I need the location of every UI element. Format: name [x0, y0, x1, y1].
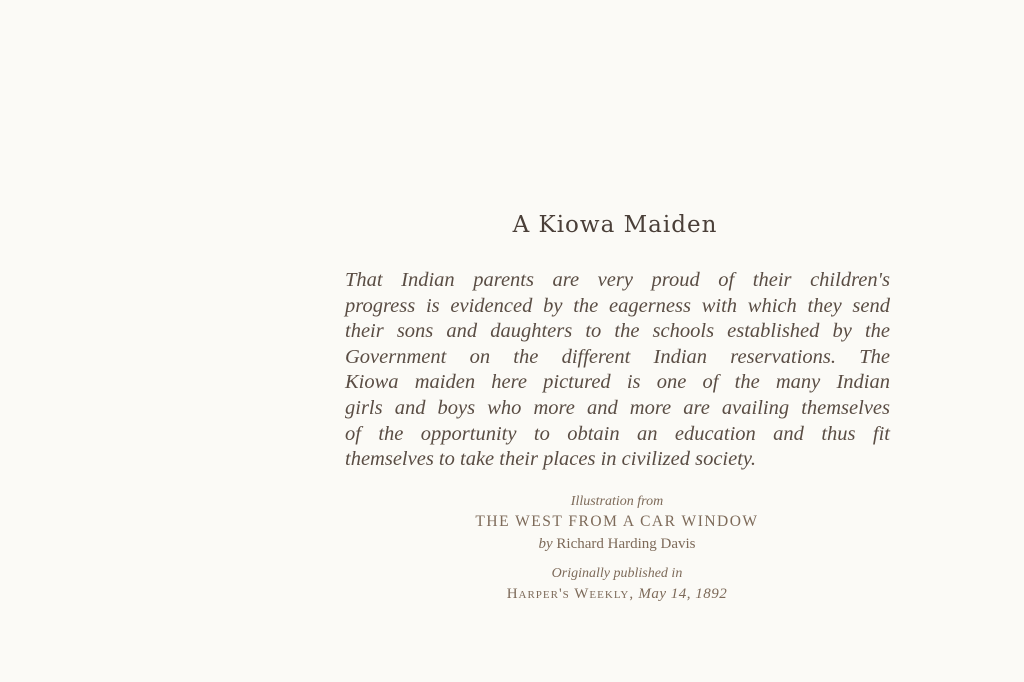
credit-originally-published: Originally published in — [551, 566, 683, 581]
credit-book-title: THE WEST FROM A CAR WINDOW — [475, 513, 759, 530]
body-line: of the opportunity to obtain an education and thus fit — [345, 422, 890, 445]
credit-author-line — [0, 536, 1024, 553]
body-line: That Indian parents are very proud of their children's — [345, 269, 890, 291]
body-line: their sons and daughters to the schools established by the — [345, 320, 890, 343]
body-line: themselves to take their places in civilized society. — [345, 448, 757, 471]
credit-illustration-from: Illustration from — [570, 494, 664, 509]
body-line: girls and boys who more and more are availing themselves — [345, 396, 890, 419]
page-title: A Kiowa Maiden — [512, 212, 718, 238]
body-paragraph — [345, 268, 890, 473]
credit-publication-name: Harper's Weekly, — [506, 586, 635, 602]
credit-publication-date: May 14, 1892 — [638, 586, 728, 602]
body-line: Government on the different Indian reservations. The — [345, 345, 890, 368]
body-line: Kiowa maiden here pictured is one of the many Indian — [345, 371, 890, 394]
credit-author-prefix: by — [538, 536, 553, 552]
credit-publication-line — [0, 586, 1024, 603]
body-line: progress is evidenced by the eagerness with which they send — [345, 294, 890, 317]
credit-author-name: Richard Harding Davis — [556, 536, 696, 552]
